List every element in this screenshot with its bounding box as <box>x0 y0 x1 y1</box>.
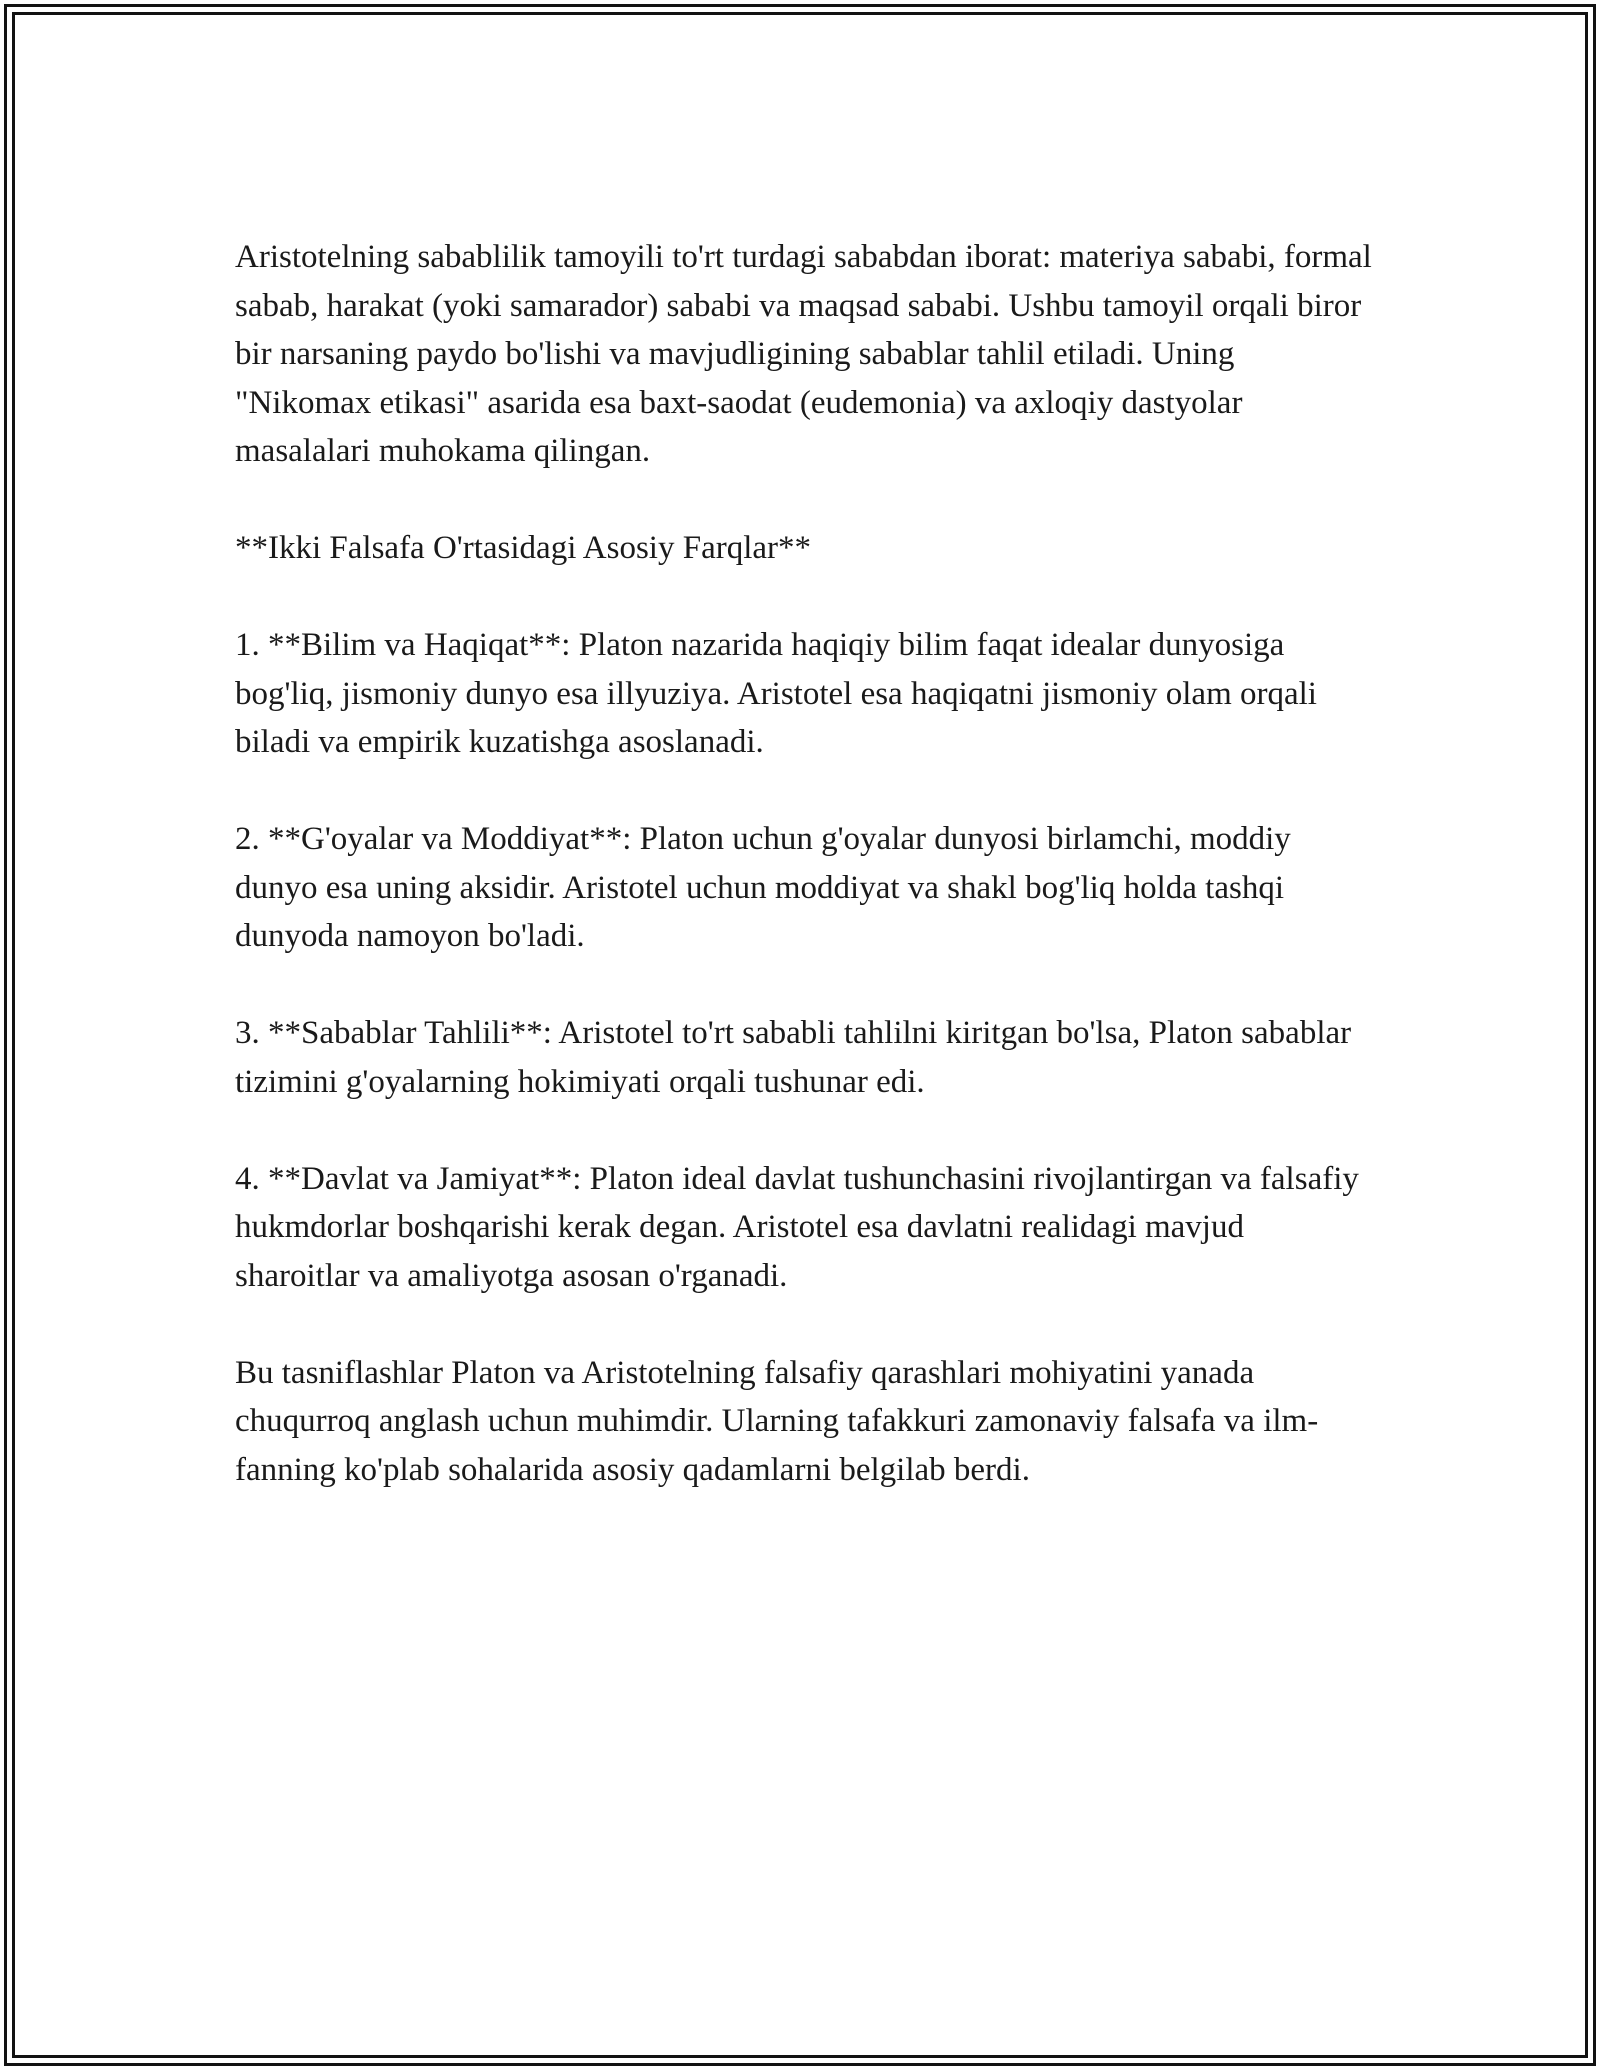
paragraph-causality: Aristotelning sabablilik tamoyili to'rt turdagi sababdan iborat: materiya sababi, formal sabab, harakat (yoki samarador) sababi va maqsad sababi. Ushbu tamoyil orqali biror bir narsaning paydo bo'lishi va mavjudligining sabablar tahlil etiladi. Uning "Nikomax etikasi" asarida esa baxt-saodat (eudemonia) va axloqiy dastyolar masalalari muhokama qilingan. <box>235 239 1372 469</box>
list-item-ideas-matter: 2. **G'oyalar va Moddiyat**: Platon uchun g'oyalar dunyosi birlamchi, moddiy dunyo esa uning aksidir. Aristotel uchun moddiyat va shakl bog'liq holda tashqi dunyoda namoyon bo'ladi. <box>235 821 1291 954</box>
list-item-causes: 3. **Sabablar Tahlili**: Aristotel to'rt sababli tahlilni kiritgan bo'lsa, Platon sabablar tizimini g'oyalarning hokimiyati orqali tushunar edi. <box>235 1015 1352 1100</box>
document-body <box>235 233 1375 1494</box>
section-heading: **Ikki Falsafa O'rtasidagi Asosiy Farqlar** <box>235 530 812 566</box>
paragraph-conclusion: Bu tasniflashlar Platon va Aristotelning falsafiy qarashlari mohiyatini yanada chuqurroq anglash uchun muhimdir. Ularning tafakkuri zamonaviy falsafa va ilm-fanning ko'plab sohalarida asosiy qadamlarni belgilab berdi. <box>235 1354 1319 1488</box>
list-item-knowledge: 1. **Bilim va Haqiqat**: Platon nazarida haqiqiy bilim faqat idealar dunyosiga bog'liq, jismoniy dunyo esa illyuziya. Aristotel esa haqiqatni jismoniy olam orqali biladi va empirik kuzatishga asoslanadi. <box>235 627 1317 760</box>
list-item-state-society: 4. **Davlat va Jamiyat**: Platon ideal davlat tushunchasini rivojlantirgan va falsafiy hukmdorlar boshqarishi kerak degan. Aristotel esa davlatni realidagi mavjud sharoitlar va amaliyotga asosan o'rganadi. <box>235 1160 1359 1294</box>
